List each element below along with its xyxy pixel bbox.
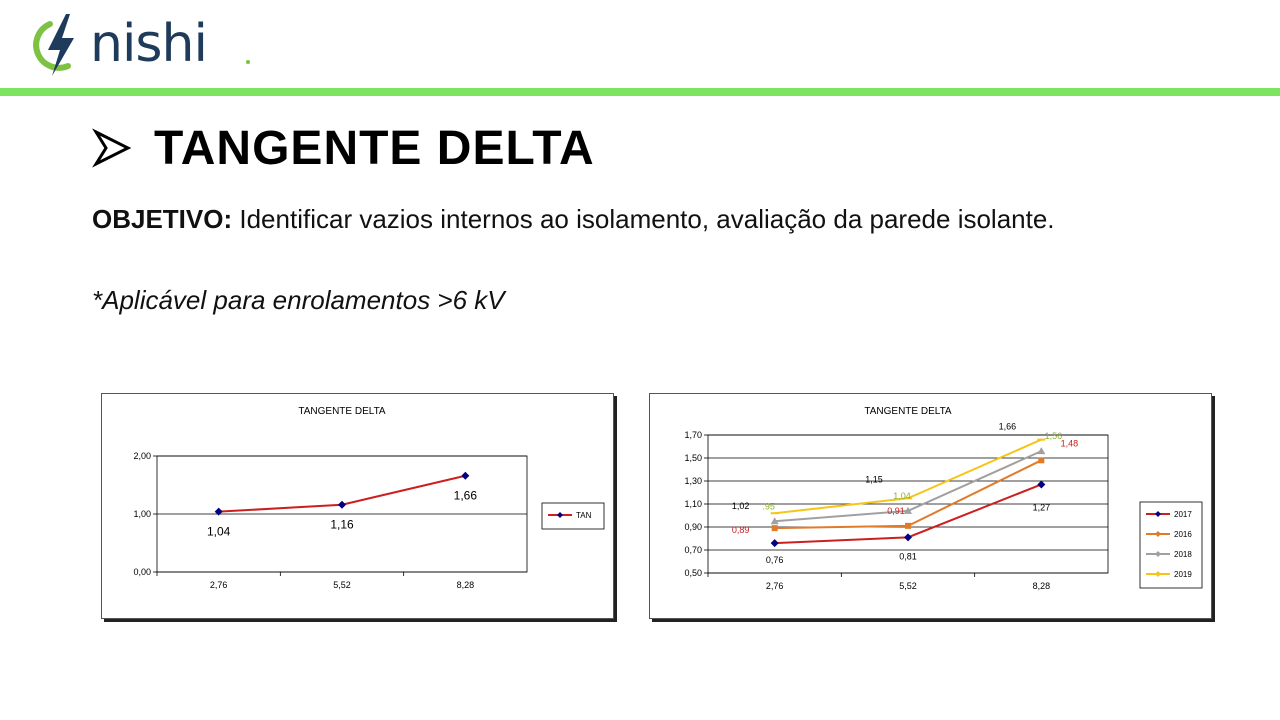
y-tick-label: 0,90	[684, 522, 702, 532]
data-label: 1,02	[731, 501, 750, 512]
data-label: 1,16	[330, 517, 354, 532]
header-divider-bar	[0, 88, 1280, 96]
data-label: 1,48	[1060, 438, 1079, 449]
data-point	[461, 472, 469, 480]
data-label: 0,91	[887, 505, 905, 516]
x-tick-label: 5,52	[333, 580, 351, 590]
y-tick-label: 0,50	[684, 568, 702, 578]
chart-tan-single	[101, 393, 614, 619]
legend-label: 2019	[1174, 570, 1192, 579]
legend-label: 2018	[1174, 550, 1192, 559]
chart-tan-single-svg	[102, 394, 613, 618]
chart-tan-yearly-svg	[650, 394, 1211, 618]
x-tick-label: 8,28	[456, 580, 475, 590]
legend-label: TAN	[576, 511, 592, 520]
y-tick-label: 0,00	[133, 567, 151, 577]
data-label: 1,15	[865, 474, 883, 485]
y-tick-label: 2,00	[133, 451, 151, 461]
arrow-bullet-icon	[92, 128, 132, 168]
x-tick-label: 8,28	[1032, 581, 1051, 591]
data-label: .95	[762, 501, 775, 512]
chart-title: TANGENTE DELTA	[864, 406, 952, 417]
objective-label: OBJETIVO:	[92, 204, 233, 234]
legend-label: 2017	[1174, 510, 1192, 519]
data-label: 1,04	[206, 524, 231, 539]
slide-title: TANGENTE DELTA	[154, 121, 595, 175]
chart-tan-yearly	[649, 393, 1212, 619]
data-label: 1,04	[893, 490, 911, 501]
slide-heading	[92, 118, 595, 178]
y-tick-label: 1,70	[684, 430, 702, 440]
y-tick-label: 1,30	[684, 476, 702, 486]
x-tick-label: 2,76	[209, 580, 228, 590]
y-tick-label: 1,10	[684, 499, 702, 509]
legend-label: 2016	[1174, 530, 1192, 539]
x-tick-label: 2,76	[765, 581, 784, 591]
data-point	[215, 508, 223, 516]
data-point	[1038, 457, 1044, 463]
logo-dot	[246, 60, 250, 64]
data-label: 0,89	[731, 525, 750, 536]
data-point	[905, 523, 911, 529]
data-point	[338, 501, 346, 509]
data-label: 0,81	[899, 551, 917, 562]
data-point	[772, 525, 778, 531]
data-label: 0,76	[765, 555, 784, 566]
lightning-logo-icon	[28, 10, 88, 80]
y-tick-label: 1,00	[133, 509, 151, 519]
chart-title: TANGENTE DELTA	[298, 406, 386, 417]
objective-paragraph	[92, 202, 1144, 236]
data-point	[1037, 480, 1045, 488]
data-point	[771, 539, 779, 547]
data-point	[904, 533, 912, 541]
data-label: 1,66	[998, 421, 1017, 432]
y-tick-label: 0,70	[684, 545, 702, 555]
objective-text: Identificar vazios internos ao isolamento, avaliação da parede isolante.	[239, 204, 1055, 234]
y-tick-label: 1,50	[684, 453, 702, 463]
nishi-logo	[28, 10, 238, 80]
data-label: 1,66	[453, 488, 478, 503]
applicability-note: *Aplicável para enrolamentos >6 kV	[92, 285, 505, 315]
x-tick-label: 5,52	[899, 581, 917, 591]
data-label: 1,56	[1044, 431, 1063, 442]
data-label: 1,27	[1032, 502, 1051, 513]
data-point	[1037, 447, 1045, 454]
series-line-2019	[775, 440, 1042, 514]
brand-name: nishi	[90, 14, 207, 74]
